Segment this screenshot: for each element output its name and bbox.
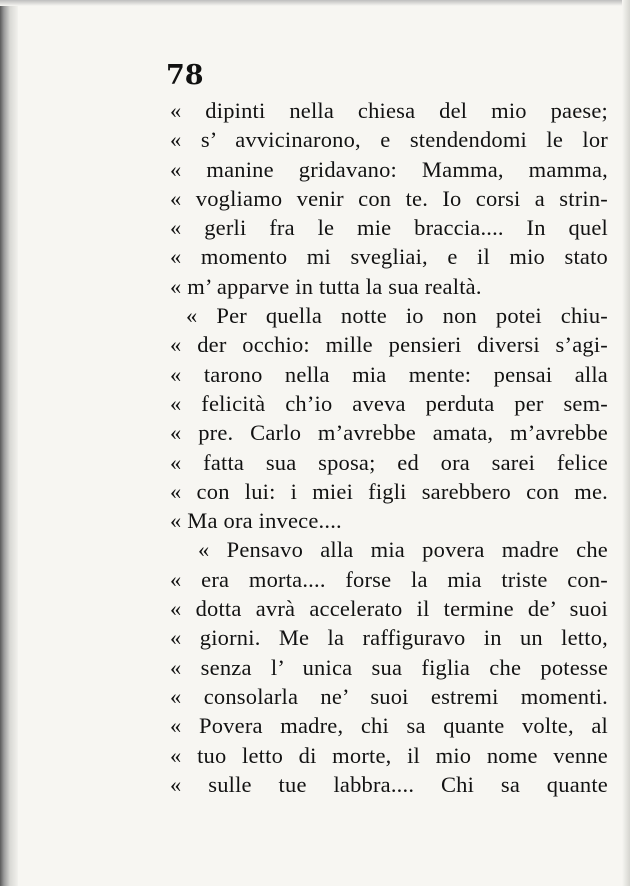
text-line: « Per quella notte io non potei chiu- [186,303,608,329]
page-binding-shadow [0,0,18,886]
text-line: « tuo letto di morte, il mio nome venne [170,742,608,768]
text-line: « dotta avrà accelerato il termine de’ suoi [170,596,608,622]
text-line: « pre. Carlo m’avrebbe amata, m’avrebbe [170,420,608,446]
text-line: « senza l’ unica sua figlia che potesse [170,654,608,680]
text-line: « vogliamo venir con te. Io corsi a strin- [170,185,608,211]
page-top-edge [0,0,630,6]
text-line: « der occhio: mille pensieri diversi s’agi- [170,332,608,358]
text-line: « tarono nella mia mente: pensai alla [170,361,608,387]
text-line: « consolarla ne’ suoi estremi momenti. [170,683,608,709]
text-line: « gerli fra le mie braccia.... In quel [170,215,608,241]
text-line: « giorni. Me la raffiguravo in un letto, [170,625,608,651]
text-line: « Ma ora invece.... [170,508,342,534]
body-text [170,96,608,799]
text-line: « Povera madre, chi sa quante volte, al [170,713,608,739]
text-line: « sulle tue labbra.... Chi sa quante [170,771,608,797]
page-number: 78 [166,60,204,91]
text-line: « s’ avvicinarono, e stendendomi le lor [170,127,608,153]
page-right-edge [622,0,630,886]
text-line: « era morta.... forse la mia triste con- [170,566,608,592]
text-line: « con lui: i miei figli sarebbero con me. [170,478,608,504]
text-line: « dipinti nella chiesa del mio paese; [170,98,608,123]
text-line: « Pensavo alla mia povera madre che [198,537,608,563]
text-line: « momento mi svegliai, e il mio stato [170,244,608,270]
text-line: « felicità ch’io aveva perduta per sem- [170,390,608,416]
text-line: « fatta sua sposa; ed ora sarei felice [170,449,608,475]
text-line: « manine gridavano: Mamma, mamma, [170,156,608,182]
text-line: « m’ apparve in tutta la sua realtà. [170,273,482,299]
